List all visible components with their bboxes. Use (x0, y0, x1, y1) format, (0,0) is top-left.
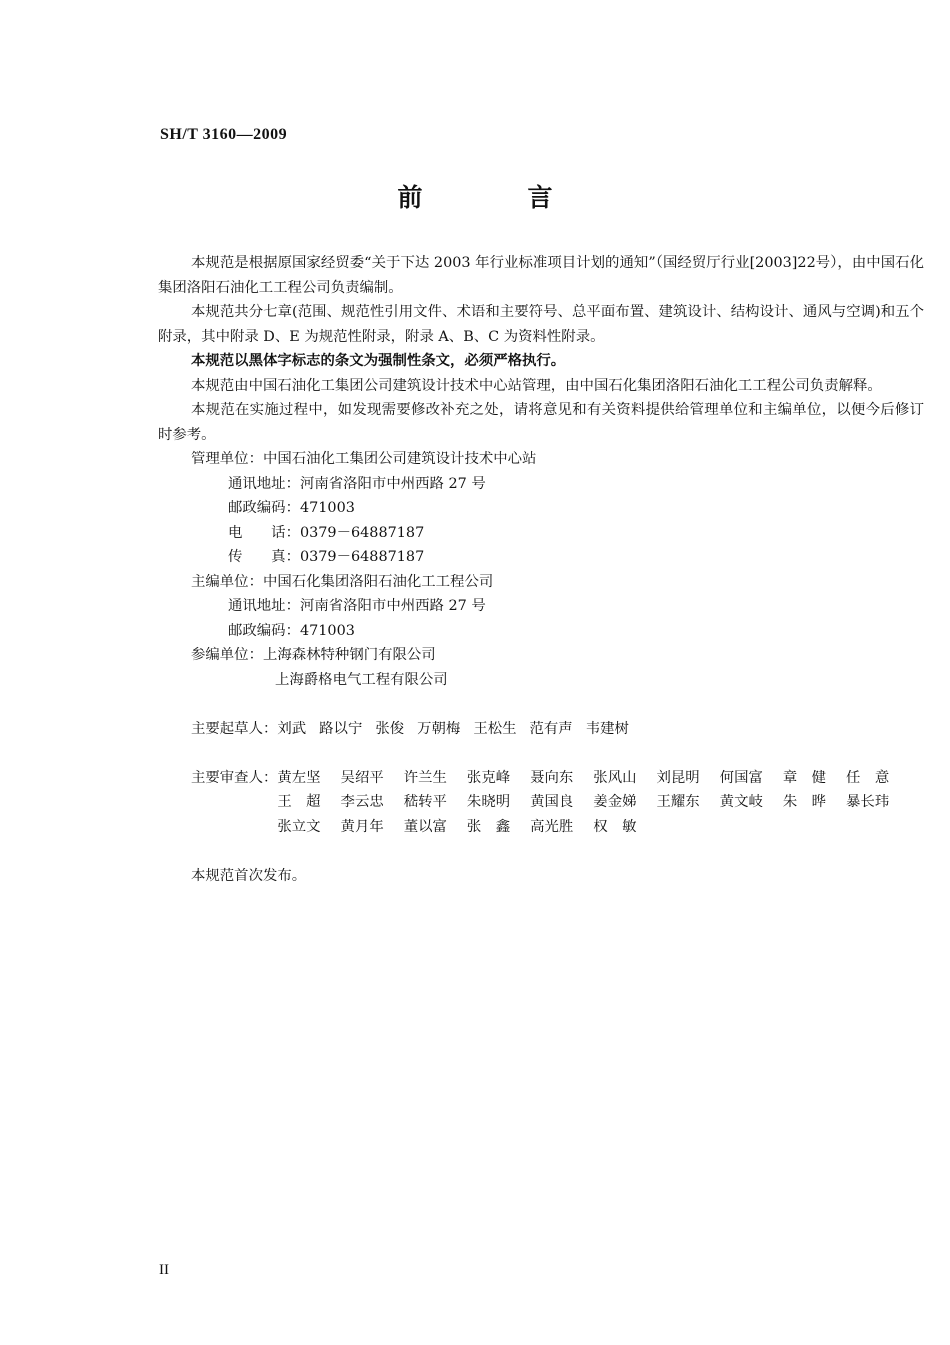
reviewer-name: 黄文岐 (719, 794, 763, 810)
reviewer-name: 吴绍平 (340, 769, 384, 786)
reviewer-name: 朱 晔 (782, 794, 827, 810)
management-unit (158, 447, 924, 472)
participating-unit-row-2 (158, 668, 924, 693)
paragraph-5: 本规范在实施过程中，如发现需要修改补充之处，请将意见和有关资料提供给管理单位和主编单位，以便今后修订时参考。 (158, 402, 924, 443)
chief-editor-unit (158, 570, 924, 595)
reviewer-name: 张克峰 (466, 769, 511, 786)
drafter-name: 王松生 (473, 720, 517, 737)
drafters-list (277, 717, 642, 742)
reviewers (158, 766, 924, 840)
management-fax-value: 0379－64887187 (299, 549, 425, 565)
management-address-value: 河南省洛阳市中州西路 27 号 (299, 475, 486, 492)
reviewer-name: 张立文 (277, 818, 321, 835)
drafter-name: 万朝梅 (417, 720, 461, 737)
reviewer-name: 董以富 (403, 818, 447, 835)
management-postcode (158, 496, 924, 521)
closing-statement: 本规范首次发布。 (191, 867, 307, 884)
reviewer-name: 黄国良 (530, 794, 574, 810)
reviewer-name: 朱晓明 (466, 794, 511, 810)
reviewer-name: 嵇转平 (403, 794, 447, 810)
management-phone (158, 521, 924, 546)
reviewer-name: 李云忠 (340, 794, 384, 810)
chief-editor-address-value: 河南省洛阳市中州西路 27 号 (299, 598, 486, 614)
participating-label: 参编单位： (191, 647, 263, 663)
management-postcode-label: 邮政编码： (228, 500, 300, 516)
reviewers-label: 主要审查人： (191, 769, 278, 786)
reviewer-name: 王耀东 (656, 794, 700, 810)
paragraph-2: 本规范共分七章(范围、规范性引用文件、术语和主要符号、总平面布置、建筑设计、结构设计、通风与空调)和五个附录，其中附录 D、E 为规范性附录，附录 A、B、C 为资料性附录。 (158, 304, 924, 345)
reviewer-name: 聂向东 (530, 769, 574, 786)
reviewer-name: 权 敏 (593, 818, 637, 835)
reviewer-name: 姜金娣 (593, 794, 637, 810)
reviewer-name: 许兰生 (403, 769, 447, 786)
chief-editor-name: 中国石化集团洛阳石油化工工程公司 (262, 573, 494, 590)
paragraph-4: 本规范由中国石油化工集团公司建筑设计技术中心站管理，由中国石化集团洛阳石油化工工程公司负责解释。 (191, 377, 882, 394)
chief-editor-address (158, 594, 924, 619)
chief-editor-postcode (158, 619, 924, 644)
drafters (158, 717, 924, 742)
drafter-name: 张俊 (375, 720, 405, 737)
management-address-label: 通讯地址： (228, 475, 300, 492)
page-title: 前 言 (397, 183, 593, 212)
participating-unit-2: 上海爵格电气工程有限公司 (275, 671, 448, 688)
drafters-label: 主要起草人： (191, 720, 278, 737)
paragraph-mandatory: 本规范以黑体字标志的条文为强制性条文，必须严格执行。 (191, 352, 566, 369)
management-fax (158, 545, 924, 570)
reviewer-name: 暴长玮 (846, 794, 890, 810)
chief-editor-postcode-value: 471003 (299, 622, 355, 639)
reviewer-name: 张 鑫 (466, 818, 511, 835)
foreword-body (158, 251, 924, 888)
chief-editor-postcode-label: 邮政编码： (228, 622, 300, 639)
reviewer-name: 张风山 (593, 769, 637, 786)
management-fax-label: 传 真： (228, 549, 300, 565)
management-address (158, 472, 924, 497)
reviewer-name: 刘昆明 (656, 769, 700, 786)
reviewer-name: 黄月年 (340, 818, 384, 835)
page-number: II (159, 1262, 169, 1278)
management-postcode-value: 471003 (299, 500, 355, 516)
paragraph-1: 本规范是根据原国家经贸委“关于下达 2003 年行业标准项目计划的通知”（国经贸厅行业[2003]22号），由中国石化集团洛阳石油化工工程公司负责编制。 (158, 255, 924, 296)
drafter-name: 刘武 (277, 720, 307, 737)
participating-unit-1: 上海森林特种钢门有限公司 (262, 647, 436, 663)
reviewer-name: 王 超 (277, 794, 321, 810)
reviewer-name: 任 意 (846, 769, 890, 786)
drafter-name: 路以宁 (319, 720, 363, 737)
reviewer-name: 高光胜 (530, 818, 574, 835)
reviewer-name: 黄左坚 (277, 769, 321, 786)
management-name: 中国石油化工集团公司建筑设计技术中心站 (262, 451, 537, 467)
reviewer-name: 章 健 (782, 769, 827, 786)
chief-editor-address-label: 通讯地址： (228, 598, 300, 614)
participating-unit (158, 643, 924, 668)
drafter-name: 范有声 (529, 720, 573, 737)
standard-code: SH/T 3160—2009 (160, 126, 288, 143)
reviewer-name: 何国富 (719, 769, 763, 786)
management-phone-label: 电 话： (228, 524, 300, 541)
management-label: 管理单位： (191, 451, 263, 467)
drafter-name: 韦建树 (585, 720, 629, 737)
chief-editor-label: 主编单位： (191, 573, 263, 590)
reviewers-list (277, 766, 909, 840)
management-phone-value: 0379－64887187 (299, 524, 425, 541)
